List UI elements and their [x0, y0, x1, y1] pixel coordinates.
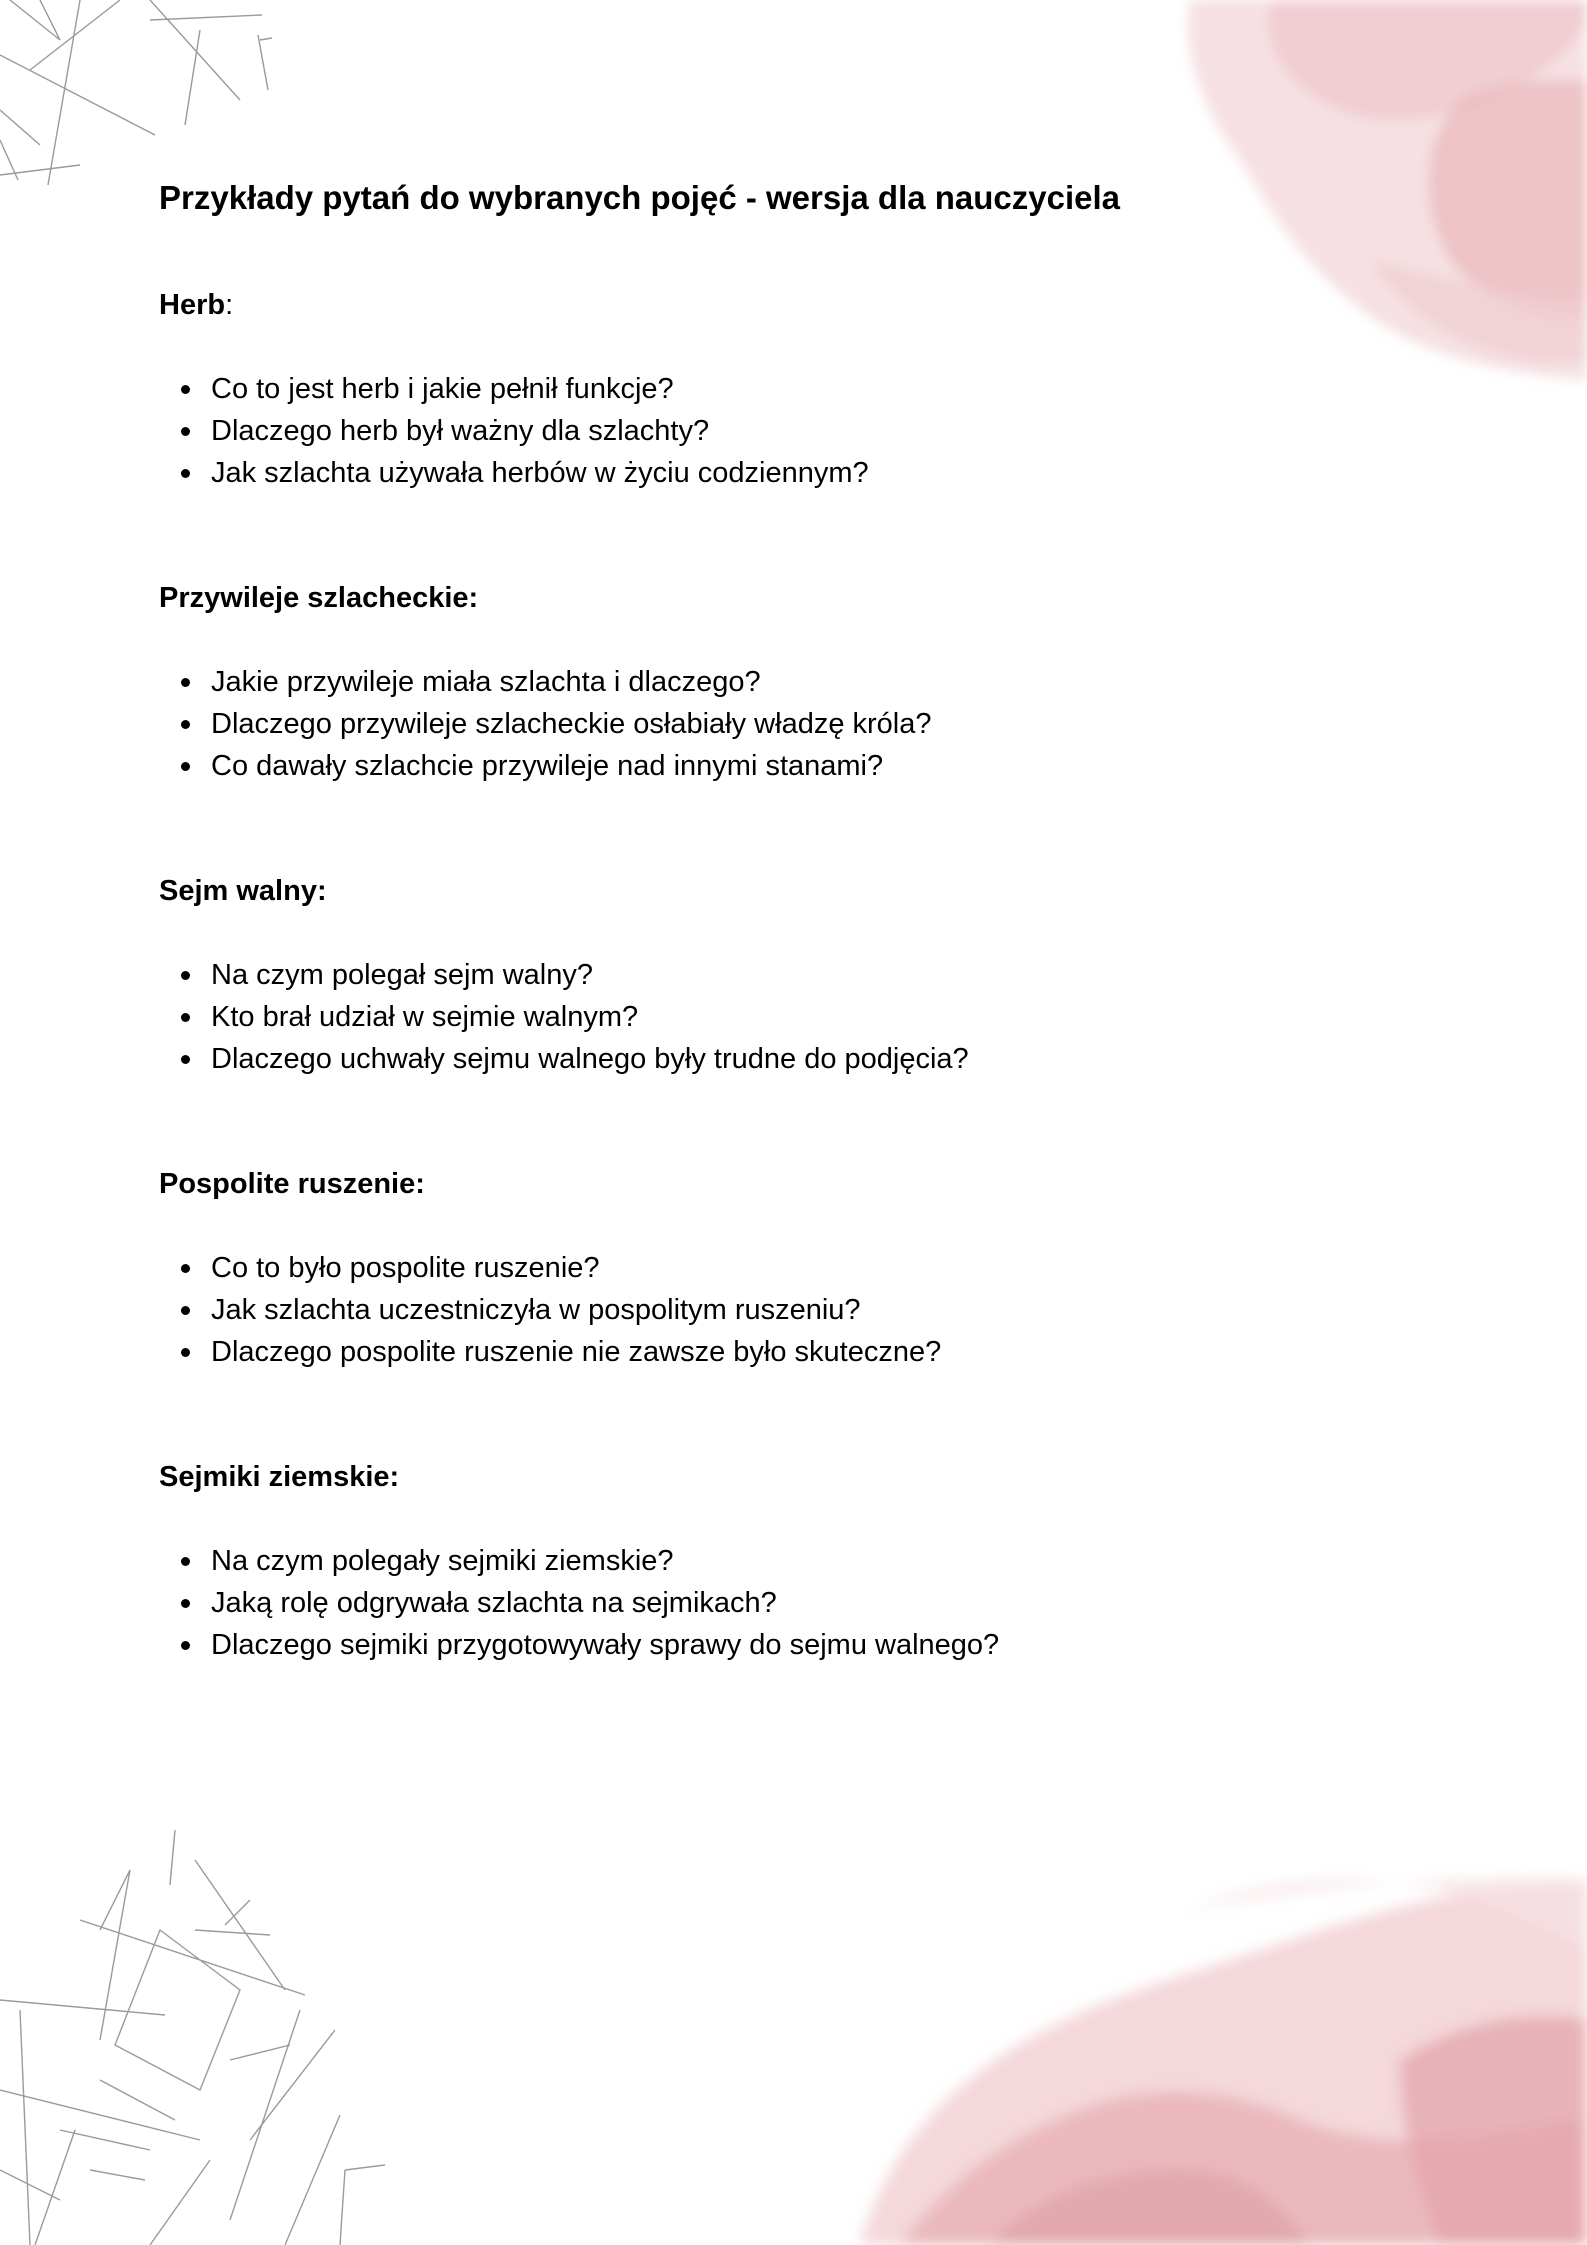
line-pattern-bottom-left-decoration — [0, 1830, 400, 2245]
question-text: Jakie przywileje miała szlachta i dlaczego? — [211, 666, 761, 698]
list-item — [159, 996, 1339, 1038]
bullet-icon — [181, 1641, 190, 1650]
question-text: Dlaczego sejmiki przygotowywały sprawy do sejmu walnego? — [211, 1629, 1000, 1661]
bullet-icon — [181, 385, 190, 394]
section-heading — [159, 1163, 1339, 1205]
page-title: Przykłady pytań do wybranych pojęć - wersja dla nauczyciela — [159, 179, 1121, 216]
list-item — [159, 1331, 1339, 1373]
document-body — [159, 170, 1339, 1666]
bullet-icon — [181, 1348, 190, 1357]
section-heading — [159, 870, 1339, 912]
section-sejm-walny — [159, 870, 1339, 1080]
list-item — [159, 1289, 1339, 1331]
question-text: Co to było pospolite ruszenie? — [211, 1252, 600, 1284]
section-pospolite-ruszenie — [159, 1163, 1339, 1373]
question-text: Kto brał udział w sejmie walnym? — [211, 1001, 639, 1033]
section-przywileje — [159, 577, 1339, 787]
question-list — [159, 1540, 1339, 1666]
list-item — [159, 452, 1339, 494]
section-heading — [159, 577, 1339, 619]
bullet-icon — [181, 427, 190, 436]
question-text: Co to jest herb i jakie pełnił funkcje? — [211, 373, 674, 405]
question-text: Na czym polegał sejm walny? — [211, 959, 593, 991]
section-heading-label: Sejm walny: — [159, 875, 327, 907]
bullet-icon — [181, 1264, 190, 1273]
bullet-icon — [181, 1013, 190, 1022]
section-sejmiki-ziemskie — [159, 1456, 1339, 1666]
question-text: Dlaczego pospolite ruszenie nie zawsze było skuteczne? — [211, 1336, 942, 1368]
bullet-icon — [181, 720, 190, 729]
question-list — [159, 954, 1339, 1080]
question-text: Dlaczego przywileje szlacheckie osłabiały władzę króla? — [211, 708, 932, 740]
list-item — [159, 703, 1339, 745]
section-heading-suffix: : — [225, 289, 234, 321]
question-text: Jaką rolę odgrywała szlachta na sejmikach? — [211, 1587, 777, 1619]
section-heading-label: Herb — [159, 289, 226, 321]
section-heading-label: Pospolite ruszenie: — [159, 1168, 425, 1200]
list-item — [159, 410, 1339, 452]
list-item — [159, 661, 1339, 703]
list-item — [159, 745, 1339, 787]
bullet-icon — [181, 678, 190, 687]
bullet-icon — [181, 1306, 190, 1315]
question-text: Co dawały szlachcie przywileje nad innymi stanami? — [211, 750, 884, 782]
section-herb — [159, 284, 1339, 494]
bullet-icon — [181, 469, 190, 478]
list-item — [159, 1038, 1339, 1080]
question-text: Jak szlachta uczestniczyła w pospolitym ruszeniu? — [211, 1294, 861, 1326]
section-heading — [159, 1456, 1339, 1498]
question-list — [159, 661, 1339, 787]
question-text: Na czym polegały sejmiki ziemskie? — [211, 1545, 674, 1577]
list-item — [159, 1540, 1339, 1582]
list-item — [159, 1582, 1339, 1624]
section-heading-label: Przywileje szlacheckie: — [159, 582, 479, 614]
section-heading-label: Sejmiki ziemskie: — [159, 1461, 400, 1493]
question-text: Dlaczego uchwały sejmu walnego były trudne do podjęcia? — [211, 1043, 969, 1075]
question-list — [159, 368, 1339, 494]
question-text: Jak szlachta używała herbów w życiu codziennym? — [211, 457, 869, 489]
bullet-icon — [181, 1055, 190, 1064]
question-text: Dlaczego herb był ważny dla szlachty? — [211, 415, 710, 447]
question-list — [159, 1247, 1339, 1373]
bullet-icon — [181, 1557, 190, 1566]
list-item — [159, 954, 1339, 996]
bullet-icon — [181, 1599, 190, 1608]
list-item — [159, 368, 1339, 410]
list-item — [159, 1624, 1339, 1666]
section-heading — [159, 284, 1339, 326]
watercolor-bottom-right-decoration — [840, 1870, 1587, 2245]
list-item — [159, 1247, 1339, 1289]
bullet-icon — [181, 971, 190, 980]
bullet-icon — [181, 762, 190, 771]
